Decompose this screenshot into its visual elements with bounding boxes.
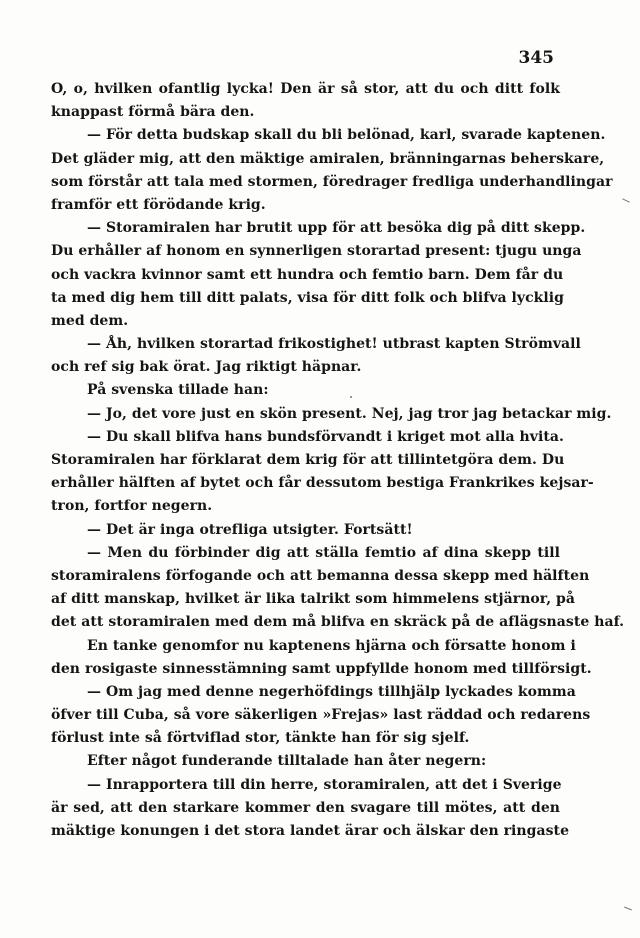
page-text xyxy=(51,78,625,843)
text-line: — Inrapportera till din herre, storamiralen, att det i Sverige xyxy=(87,776,562,793)
text-line: — Om jag med denne negerhöfdings tillhjälp lyckades komma xyxy=(87,683,576,700)
scan-mark xyxy=(622,198,630,202)
text-line: är sed, att den starkare kommer den svagare till mötes, att den xyxy=(51,799,560,816)
text-line: Du erhåller af honom en synnerligen storartad present: tjugu unga xyxy=(51,243,582,260)
text-line: och vackra kvinnor samt ett hundra och femtio barn. Dem får du xyxy=(51,266,564,283)
text-line: storamiralens förfogande och att bemanna dessa skepp med hälften xyxy=(51,567,590,584)
text-line: öfver till Cuba, så vore säkerligen »Frejas» last räddad och redarens xyxy=(51,707,591,724)
text-line: framför ett förödande krig. xyxy=(51,196,266,213)
scan-speck xyxy=(350,396,352,398)
text-line: En tanke genomfor nu kaptenens hjärna och försatte honom i xyxy=(87,637,576,654)
text-line: som förstår att tala med stormen, föredrager fredliga underhandlingar xyxy=(51,173,613,190)
text-line: tron, fortfor negern. xyxy=(51,498,213,515)
text-line: — Men du förbinder dig att ställa femtio af dina skepp till xyxy=(87,544,560,561)
text-line: — Storamiralen har brutit upp för att besöka dig på ditt skepp. xyxy=(87,220,586,237)
text-line: det att storamiralen med dem må blifva en skräck på de aflägsnaste haf. xyxy=(51,614,625,631)
text-line: knappast förmå bära den. xyxy=(51,104,255,121)
text-line: Storamiralen har förklarat dem krig för att tillintetgöra dem. Du xyxy=(51,452,565,468)
text-line: — För detta budskap skall du bli belönad, karl, svarade kaptenen. xyxy=(87,127,606,144)
text-line: Efter något funderande tilltalade han åter negern: xyxy=(87,753,487,770)
text-line: erhåller hälften af bytet och får dessutom bestiga Frankrikes kejsar- xyxy=(51,475,594,492)
text-line: mäktige konungen i det stora landet ärar och älskar den ringaste xyxy=(51,823,570,839)
text-line: O, o, hvilken ofantlig lycka! Den är så stor, att du och ditt folk xyxy=(51,81,560,97)
text-line: förlust inte så förtviflad stor, tänkte han för sig sjelf. xyxy=(51,730,470,747)
text-line: och ref sig bak örat. Jag riktigt häpnar. xyxy=(51,359,362,376)
text-line: På svenska tillade han: xyxy=(87,382,269,399)
text-line: af ditt manskap, hvilket är lika talrikt som himmelens stjärnor, på xyxy=(51,591,576,608)
text-line: — Du skall blifva hans bundsförvandt i kriget mot alla hvita. xyxy=(87,428,564,445)
text-line: Det gläder mig, att den mäktige amiralen, bränningarnas beherskare, xyxy=(51,150,605,167)
text-line: — Jo, det vore just en skön present. Nej, jag tror jag betackar mig. xyxy=(87,405,612,422)
text-line: — Det är inga otrefliga utsigter. Fortsätt! xyxy=(87,521,413,538)
scan-mark xyxy=(624,907,632,911)
text-line: ta med dig hem till ditt palats, visa för ditt folk och blifva lycklig xyxy=(51,289,565,306)
page-number: 345 xyxy=(518,48,554,68)
text-line: — Åh, hvilken storartad frikostighet! utbrast kapten Strömvall xyxy=(87,336,581,353)
text-line: den rosigaste sinnesstämning samt uppfyllde honom med tillförsigt. xyxy=(51,660,592,677)
text-line: med dem. xyxy=(51,312,129,329)
